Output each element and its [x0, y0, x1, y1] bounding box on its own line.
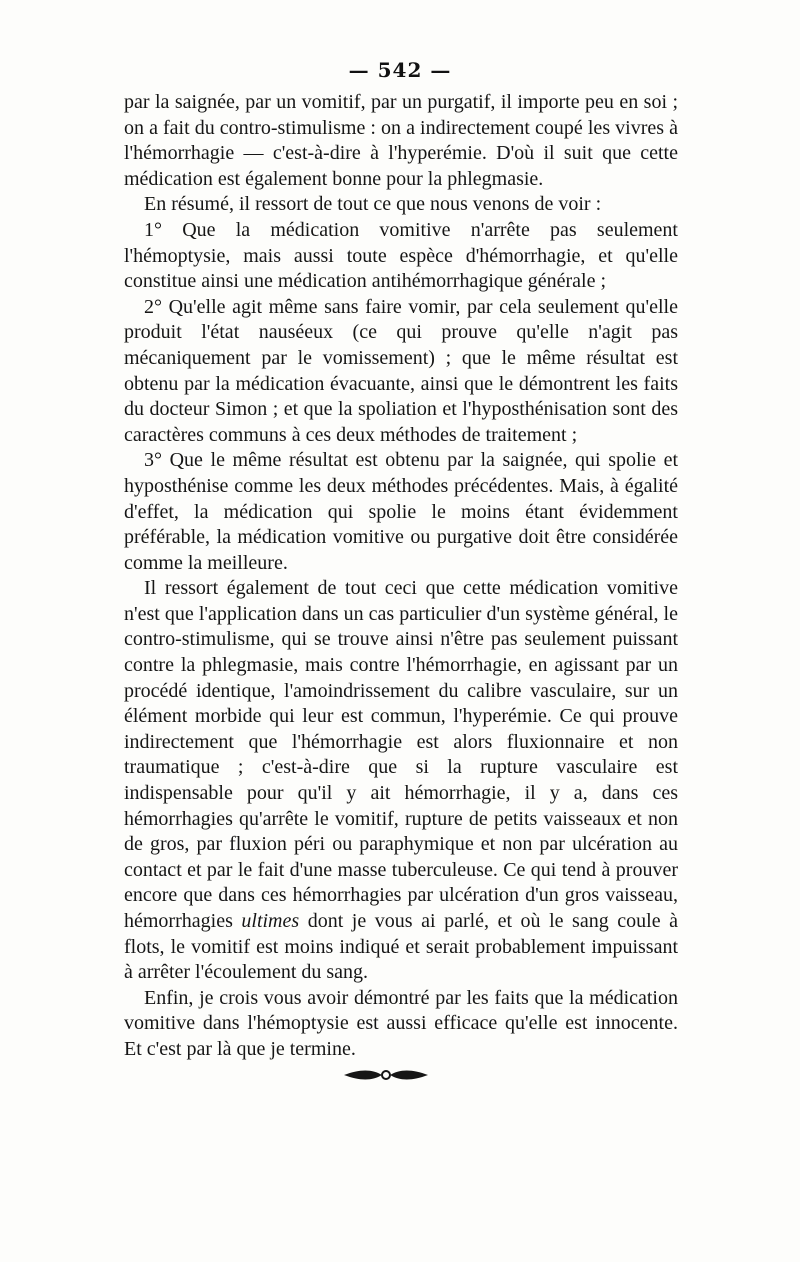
- italic-term: ultimes: [241, 910, 300, 932]
- paragraph-point-3: 3° Que le même résultat est obtenu par la saignée, qui spolie et hyposthénise comme les deux méthodes précédentes. Mais, à égalité d'effet, la médication qui spolie le moins étant évidemment préférable, la médication vomitive ou purgative doit être considérée comme la meilleure.: [124, 449, 678, 574]
- paragraph-text-part: dont je vous ai parlé, et où le sang coule à flots, le vomitif est moins indiqué et serait probablement impuissant à arrêter l'écoulement du sang.: [124, 910, 678, 984]
- paragraph-point-1: 1° Que la médication vomitive n'arrête pas seulement l'hémoptysie, mais aussi toute espèce d'hémorrhagie, et qu'elle constitue ainsi une médication antihémorrhagique générale ;: [124, 218, 678, 293]
- paragraph-summary-intro: En résumé, il ressort de tout ce que nous venons de voir :: [144, 193, 602, 216]
- paragraph-text-part: Il ressort également de tout ceci que cette médication vomitive n'est que l'application dans un cas particulier d'un système général, le contro-stimulisme, qui se trouve ainsi n'être pas seulement puissant contre la phlegmasie, mais contre l'hémorrhagie, en agissant par un procédé identique, l'amoindrissement du calibre vasculaire, sur un élément morbide qui leur est commun, l'hyperémie. Ce qui prouve indirectement que l'hémorrhagie est alors fluxionnaire et non traumatique ; c'est-à-dire que si la rupture vasculaire est indispensable pour qu'il y ait hémorrhagie, il y a, dans ces hémorrhagies qu'arrête le vomitif, rupture de petits vaisseaux et non de gros, par fluxion péri ou paraphymique et non par ulcération au contact et par le fait d'une masse tuberculeuse. Ce qui tend à prouver encore que dans ces hémorrhagies par ulcération d'un gros vaisseau, hémorrhagies: [124, 577, 678, 932]
- paragraph-point-2: 2° Qu'elle agit même sans faire vomir, par cela seulement qu'elle produit l'état nauséeux (ce qui prouve qu'elle n'agit pas mécaniquement par le vomissement) ; que le même résultat est obtenu par la médication évacuante, ainsi que le démontrent les faits du docteur Simon ; et que la spoliation et l'hyposthénisation sont des caractères communs à ces deux méthodes de traitement ;: [124, 295, 678, 446]
- tailpiece-ornament-icon: [342, 1067, 430, 1083]
- page-number: — 542 —: [348, 58, 452, 82]
- paragraph-continuation: par la saignée, par un vomitif, par un purgatif, il importe peu en soi ; on a fait du contro-stimulisme : on a indirectement coupé les vivres à l'hémorrhagie — c'est-à-dire à l'hyperémie. D'où il suit que cette médication est également bonne pour la phlegmasie.: [124, 91, 678, 190]
- paragraph-conclusion: Enfin, je crois vous avoir démontré par les faits que la médication vomitive dans l'hémoptysie est aussi efficace qu'elle est innocente. Et c'est par là que je termine.: [124, 986, 678, 1060]
- paragraph-contro-stimulisme: [124, 576, 678, 986]
- body-text: [124, 90, 678, 1063]
